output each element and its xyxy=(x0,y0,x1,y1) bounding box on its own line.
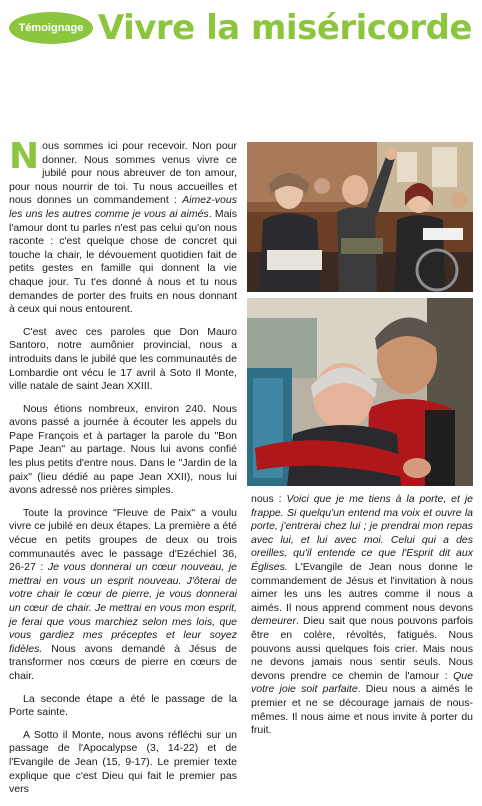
p1-text-c: . Mais l'amour dont tu parles n'est pas celui qu'on nous raconte : c'est quelque chose de concret qui touche la chair, le dévouement quotidien fait de petits gestes en famille qui donnent la vie chaque jour. Tu t'es donné à nous et tu nous demandes de porter des fruits en nous donnant à ceux qui nous entourent. xyxy=(9,207,237,316)
section-badge: Témoignage xyxy=(9,12,93,44)
right-paragraph xyxy=(251,493,473,738)
rc-text-g: . Dieu nous a aimés le premier et ne se décourage jamais de nous-mêmes. Il nous aime et nous invite à porter du fruit. xyxy=(251,683,473,737)
left-column xyxy=(9,136,237,806)
photo-audience xyxy=(247,142,473,292)
paragraph-3: Nous étions nombreux, environ 240. Nous avons passé a journée à écouter les appels du Pape François et à partager la parole du "Bon Pape Jean" au partage. Nous lui avons confié les plus petits d'entre nous. Dans le "Jardin de la paix" (lieu dédié au pape Jean XXII), nous lui avons adressé nos prières simples. xyxy=(9,402,237,497)
right-column xyxy=(251,493,473,747)
paragraph-5: La seconde étape a été le passage de la Porte sainte. xyxy=(9,692,237,719)
rc-text-e: . Dieu sait que nous pouvons parfois être en colère, révoltés, fatigués. Nous pouvons aussi quelques fois crier. Mais nous ne devons jamais nous sentir seuls. Nous devons prendre ce chemin de l'amour : xyxy=(251,615,473,682)
paragraph-2: C'est avec ces paroles que Don Mauro Santoro, notre aumônier provincial, nous a introduits dans le jubilé que les communautés de Lombardie ont vécu le 17 avril à Soto Il Monte, ville natale de saint Jean XXIII. xyxy=(9,325,237,393)
rc-quote-1: Voici que je me tiens à la porte, et je frappe. Si quelqu'un entend ma voix et ouvre la porte, j'entrerai chez lui ; je prendrai mon repas avec lui, et lui avec moi. Celui qui a des oreilles, qu'il entende ce que l'Esprit dit aux Églises. xyxy=(251,493,473,573)
p1-text-a: ous sommes ici pour recevoir. Non pour donner. Nous sommes venus vivre ce jubilé pour nous abreuver de ton amour, pour nous nourrir de toi. Tu nous accueilles et nous donnes un commandement : xyxy=(9,140,237,207)
drop-cap: N xyxy=(9,136,40,177)
p4-text-a: Toute la province "Fleuve de Paix" a voulu vivre ce jubilé en deux étapes. La première a été vécue en petits groupes de deux ou trois communautés avec le passage d'Ezéchiel 36, 26-27 : xyxy=(9,506,237,574)
rc-text-c: L'Evangile de Jean nous donne le commandement de Jésus et l'invitation à nous aimer les uns les autres comme il nous a aimés. Il nous apprend comment nous devons xyxy=(251,560,473,614)
rc-text-a: nous : xyxy=(251,493,287,505)
p1-quote: Aimez-vous les uns les autres comme je vous ai aimés xyxy=(9,194,237,220)
paragraph-4 xyxy=(9,507,237,684)
rc-word-demeurer: demeurer xyxy=(251,615,296,628)
page-title: Vivre la miséricorde xyxy=(97,8,472,48)
photo-embrace xyxy=(247,298,473,486)
p4-text-c: Nous avons demandé à Jésus de transformer nos cœurs de pierre en cœurs de chair. xyxy=(9,642,237,682)
p4-quote: Je vous donnerai un cœur nouveau, je mettrai en vous un esprit nouveau. J'ôterai de votre chair le cœur de pierre, je vous donnerai un cœur de chair. Je mettrai en vous mon esprit, je ferai que vous marchiez selon mes lois, que vous gardiez mes préceptes et leur soyez fidèles. xyxy=(9,561,237,655)
paragraph-6: A Sotto il Monte, nous avons réfléchi sur un passage de l'Apocalypse (3, 14-22) et de l'Evangile de Jean (15, 9-17). Le premier texte explique que c'est Dieu qui fait le premier pas vers xyxy=(9,728,237,796)
photo-audience-image xyxy=(247,142,473,292)
rc-quote-2: Que votre joie soit parfaite xyxy=(251,669,473,696)
photo-embrace-image xyxy=(247,298,473,486)
paragraph-1 xyxy=(9,136,237,317)
